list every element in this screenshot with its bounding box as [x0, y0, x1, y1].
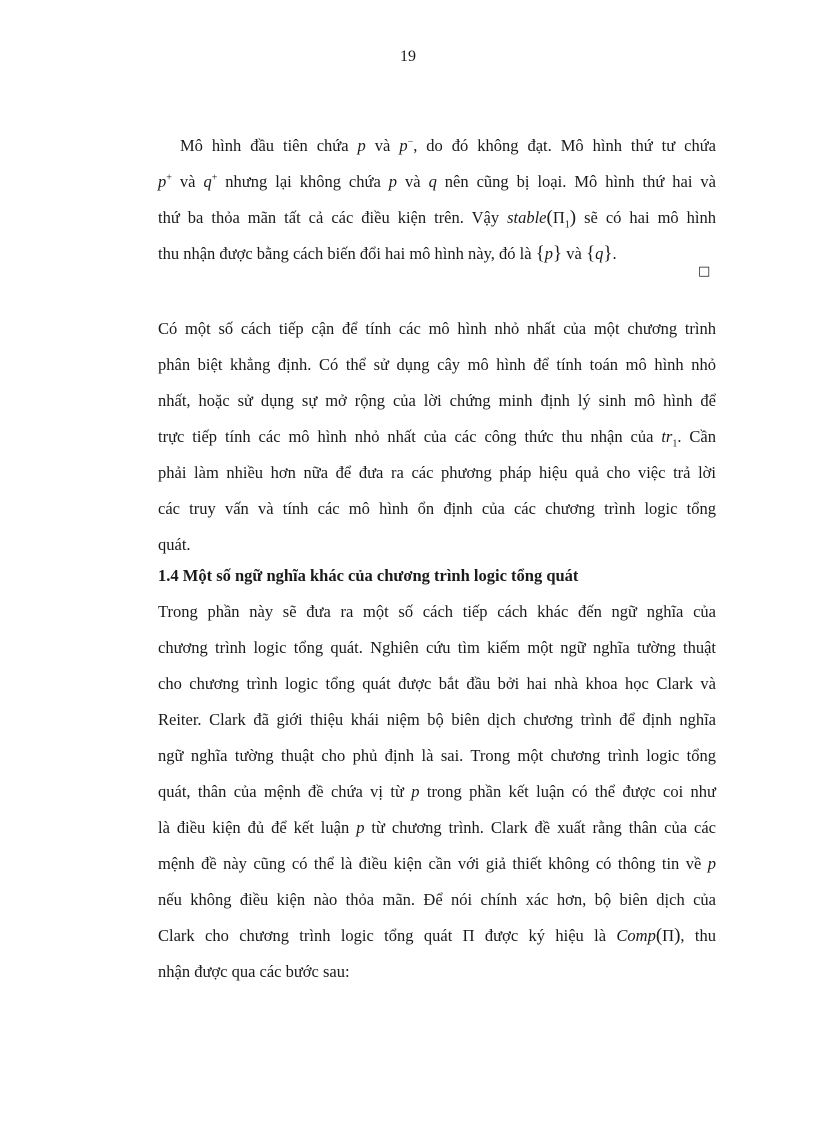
paragraph-minimal-models	[158, 311, 716, 563]
para2-line5: phải làm nhiều hơn nữa để đưa ra các phương pháp hiệu quả cho việc trả lời	[158, 463, 716, 482]
para3-line9: nếu không điều kiện nào thỏa mãn. Để nói chính xác hơn, bộ biên dịch của	[158, 890, 716, 909]
para2-line6: các truy vấn và tính các mô hình ổn định của các chương trình logic tổng	[158, 499, 716, 518]
qed-square-icon: □	[698, 264, 711, 279]
para3-line4: Reiter. Clark đã giới thiệu khái niệm bộ biên dịch chương trình để định nghĩa	[158, 710, 716, 729]
section-heading: 1.4 Một số ngữ nghĩa khác của chương trình logic tổng quát	[158, 566, 579, 585]
para3-line2: chương trình logic tổng quát. Nghiên cứu tìm kiếm một ngữ nghĩa tường thuật	[158, 638, 716, 657]
para3-line1: Trong phần này sẽ đưa ra một số cách tiếp cách khác đến ngữ nghĩa của	[158, 602, 716, 621]
para1-line4: thu nhận được bằng cách biến đổi hai mô hình này, đó là {p} và {q}.	[158, 243, 617, 264]
para2-line3: nhất, hoặc sử dụng sự mở rộng của lời chứng minh định lý sinh mô hình để	[158, 391, 716, 410]
paragraph-example-conclusion	[158, 128, 716, 272]
para3-line8: mệnh đề này cũng có thể là điều kiện cần với giả thiết không có thông tin về p	[158, 854, 716, 873]
para3-line5: ngữ nghĩa tường thuật cho phủ định là sai. Trong một chương trình logic tổng	[158, 746, 716, 765]
para1-line2: p+ và q+ nhưng lại không chứa p và q nên cũng bị loại. Mô hình thứ hai và	[158, 172, 717, 191]
para1-line1: Mô hình đầu tiên chứa p và p−, do đó không đạt. Mô hình thứ tư chứa	[180, 136, 717, 155]
para2-line1: Có một số cách tiếp cận để tính các mô hình nhỏ nhất của một chương trình	[158, 319, 716, 338]
para2-line7: quát.	[158, 535, 191, 554]
para3-line7: là điều kiện đủ để kết luận p từ chương trình. Clark đề xuất rằng thân của các	[158, 818, 716, 837]
para3-line11: nhận được qua các bước sau:	[158, 962, 350, 981]
page-number: 19	[400, 48, 416, 65]
para3-line6: quát, thân của mệnh đề chứa vị từ p trong phần kết luận có thể được coi như	[158, 782, 716, 801]
paragraph-clark-completion	[158, 594, 716, 990]
para3-line10: Clark cho chương trình logic tổng quát Π được ký hiệu là Comp(Π), thu	[158, 925, 716, 946]
para3-line3: cho chương trình logic tổng quát được bắt đầu bởi hai nhà khoa học Clark và	[158, 674, 716, 693]
para2-line4: trực tiếp tính các mô hình nhỏ nhất của các công thức thu nhận của $tr_1$. Cần	[158, 427, 716, 450]
para2-line2: phân biệt khẳng định. Có thể sử dụng cây mô hình để tính toán mô hình nhỏ	[158, 355, 716, 374]
para1-line3: thứ ba thỏa mãn tất cả các điều kiện trên. Vậy $stable(\Pi_1)$ sẽ có hai mô hình	[158, 207, 716, 231]
